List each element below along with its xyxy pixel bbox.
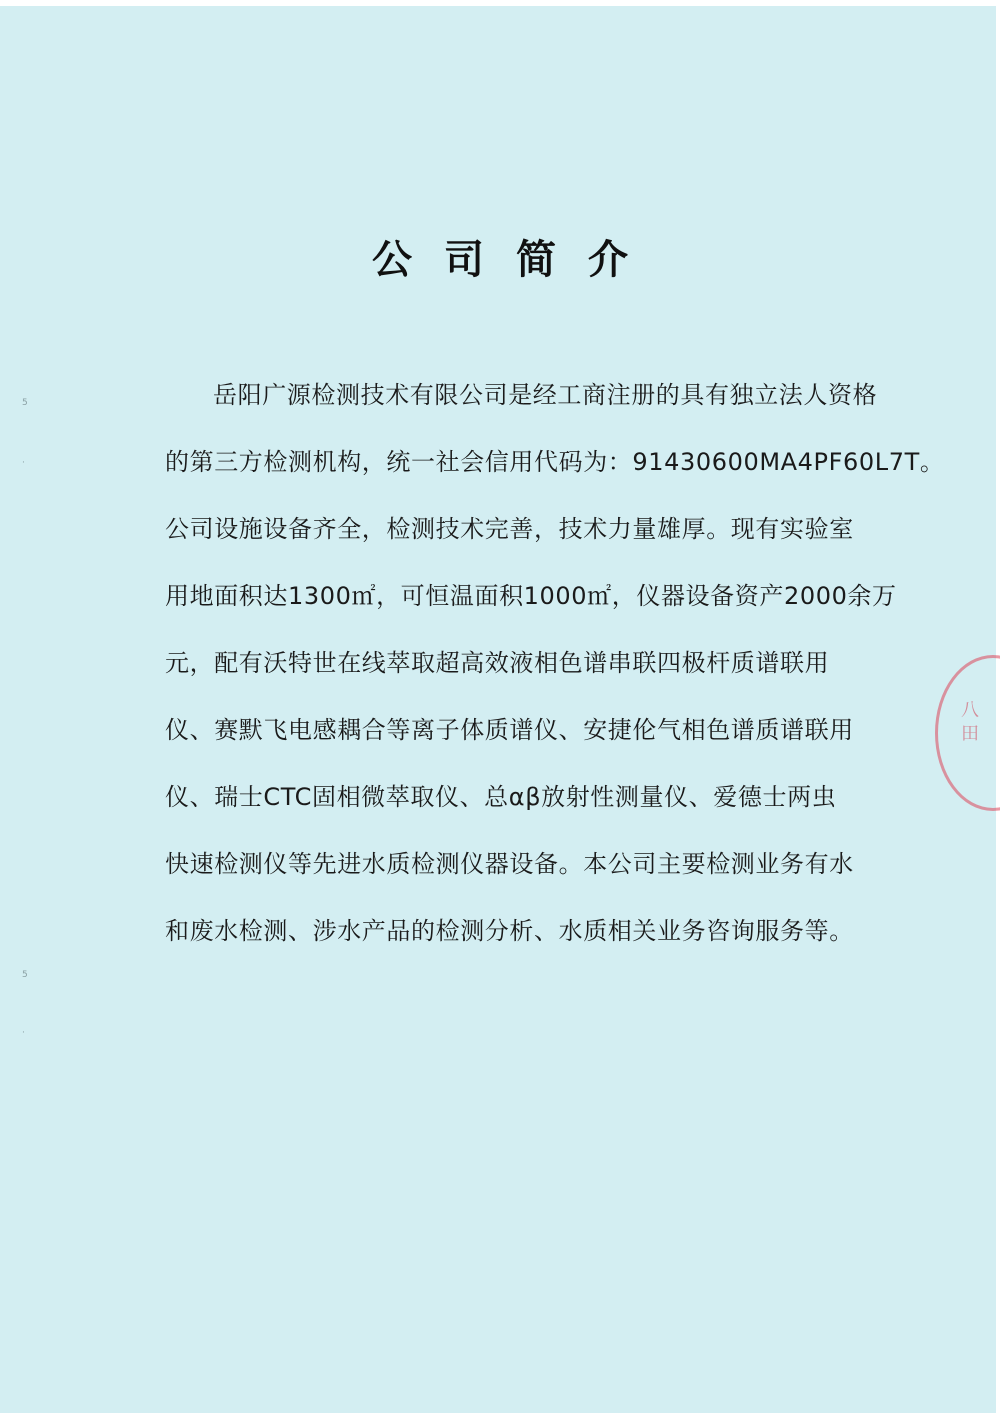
- body-line: 元，配有沃特世在线萃取超高效液相色谱串联四极杆质谱联用: [165, 649, 830, 677]
- body-line: 和废水检测、涉水产品的检测分析、水质相关业务咨询服务等。: [165, 917, 854, 945]
- binding-hole-mark: 5: [22, 970, 28, 980]
- body-line: 仪、瑞士CTC固相微萃取仪、总αβ放射性测量仪、爱德士两虫: [165, 783, 837, 811]
- body-line: 快速检测仪等先进水质检测仪器设备。本公司主要检测业务有水: [165, 850, 854, 878]
- company-introduction-body: [165, 362, 945, 965]
- body-line: 岳阳广源检测技术有限公司是经工商注册的具有独立法人资格: [213, 381, 878, 409]
- document-title: 公司简介: [372, 237, 660, 283]
- scan-edge-top: [0, 0, 1000, 6]
- red-seal-stamp-glyphs: 八 田: [958, 700, 979, 742]
- body-line: 的第三方检测机构，统一社会信用代码为：91430600MA4PF60L7T。: [165, 448, 945, 476]
- body-line: 仪、赛默飞电感耦合等离子体质谱仪、安捷伦气相色谱质谱联用: [165, 716, 854, 744]
- binding-hole-mark: 5: [22, 398, 28, 408]
- binding-hole-mark: ·: [22, 458, 25, 468]
- body-line: 公司设施设备齐全，检测技术完善，技术力量雄厚。现有实验室: [165, 515, 854, 543]
- body-line: 用地面积达1300㎡，可恒温面积1000㎡，仪器设备资产2000余万: [165, 582, 897, 610]
- binding-hole-mark: ·: [22, 1028, 25, 1038]
